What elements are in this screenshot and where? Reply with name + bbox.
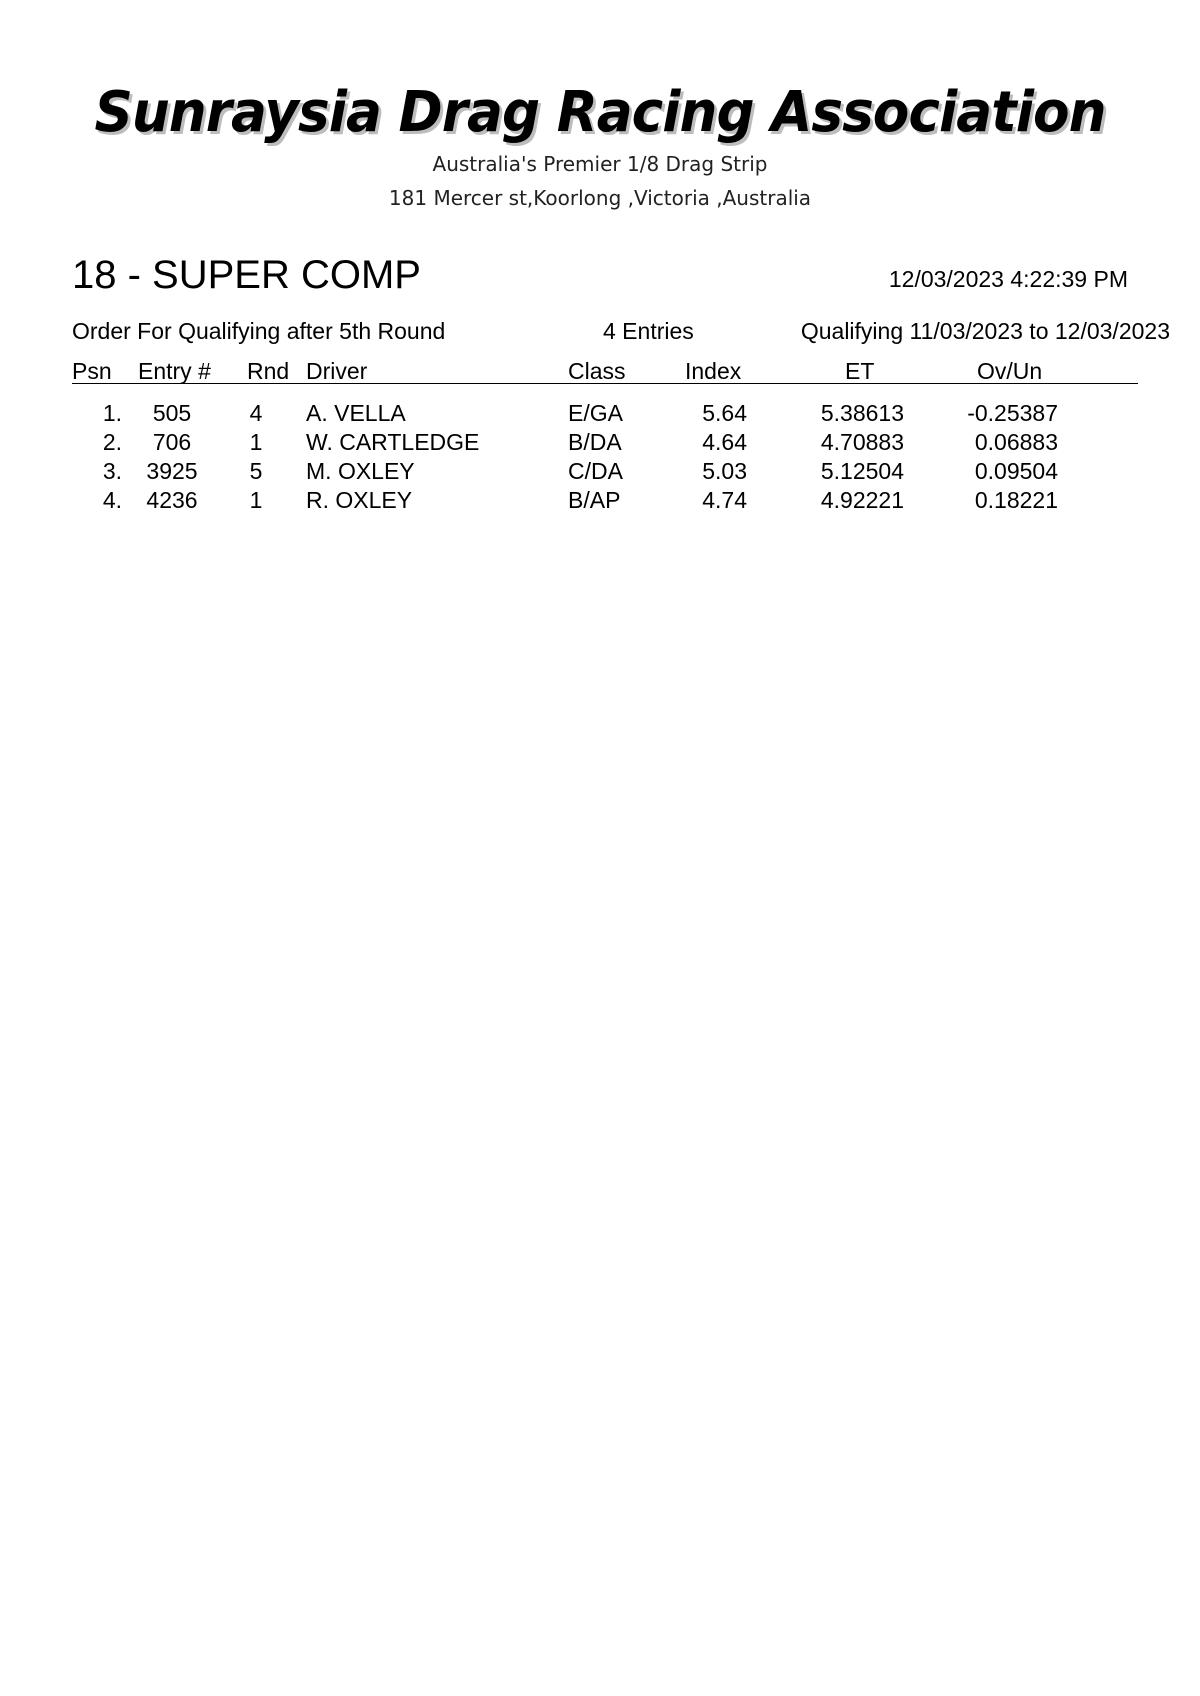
cell-et: 4.92221: [820, 487, 904, 513]
column-header-rnd: Rnd: [247, 358, 290, 384]
cell-et: 5.12504: [820, 458, 904, 484]
cell-rnd: 5: [249, 458, 263, 484]
cell-et: 5.38613: [820, 400, 904, 426]
cell-ovun: 0.18221: [974, 487, 1058, 513]
cell-driver: A. VELLA: [306, 400, 406, 426]
column-header-ovun: Ov/Un: [977, 358, 1043, 384]
cell-entry: 4236: [146, 487, 198, 513]
cell-class: B/DA: [568, 429, 622, 455]
organization-tagline: Australia's Premier 1/8 Drag Strip: [432, 152, 768, 176]
table-row: [0, 429, 1200, 458]
cell-driver: W. CARTLEDGE: [306, 429, 480, 455]
cell-index: 4.74: [702, 487, 747, 513]
cell-rnd: 1: [249, 429, 263, 455]
table-row: [0, 487, 1200, 516]
cell-et: 4.70883: [820, 429, 904, 455]
column-header-index: Index: [685, 358, 742, 384]
column-header-entry: Entry #: [138, 358, 211, 384]
cell-entry: 505: [152, 400, 192, 426]
column-header-psn: Psn: [72, 358, 112, 384]
cell-class: B/AP: [568, 487, 621, 513]
cell-rnd: 4: [249, 400, 263, 426]
cell-index: 5.03: [702, 458, 747, 484]
qualifying-order-label: Order For Qualifying after 5th Round: [72, 318, 446, 344]
report-timestamp: 12/03/2023 4:22:39 PM: [888, 266, 1128, 292]
cell-entry: 706: [152, 429, 192, 455]
organization-address: 181 Mercer st,Koorlong ,Victoria ,Australia: [388, 186, 812, 210]
cell-ovun: -0.25387: [967, 400, 1058, 426]
cell-psn: 3.: [102, 458, 122, 484]
table-row: [0, 400, 1200, 429]
cell-psn: 2.: [102, 429, 122, 455]
organization-logo-title: Sunraysia Drag Racing Association: [94, 80, 1106, 145]
cell-psn: 1.: [102, 400, 122, 426]
cell-rnd: 1: [249, 487, 263, 513]
column-header-et: ET: [845, 358, 875, 384]
cell-ovun: 0.06883: [974, 429, 1058, 455]
column-header-driver: Driver: [306, 358, 368, 384]
cell-psn: 4.: [102, 487, 122, 513]
cell-index: 5.64: [702, 400, 747, 426]
cell-entry: 3925: [146, 458, 198, 484]
header-divider: [72, 383, 1138, 384]
cell-index: 4.64: [702, 429, 747, 455]
table-row: [0, 458, 1200, 487]
column-header-class: Class: [568, 358, 626, 384]
qualifying-date-range: Qualifying 11/03/2023 to 12/03/2023: [800, 318, 1170, 344]
cell-class: E/GA: [568, 400, 623, 426]
cell-driver: R. OXLEY: [306, 487, 413, 513]
cell-class: C/DA: [568, 458, 623, 484]
entries-count: 4 Entries: [603, 318, 694, 344]
cell-driver: M. OXLEY: [306, 458, 415, 484]
event-title: 18 - SUPER COMP: [72, 253, 421, 297]
cell-ovun: 0.09504: [974, 458, 1058, 484]
